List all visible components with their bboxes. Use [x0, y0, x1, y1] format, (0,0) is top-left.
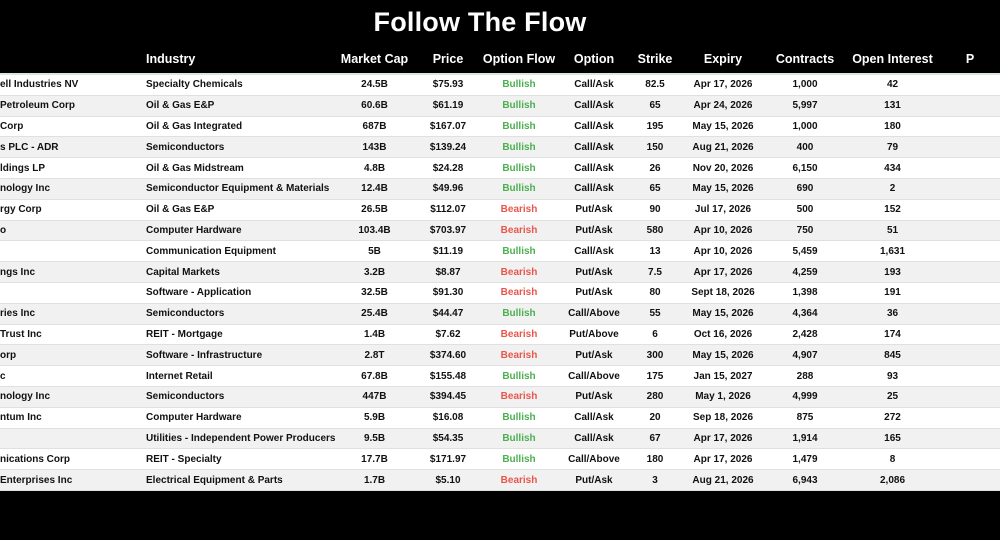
cell-market_cap: 4.8B: [363, 162, 386, 174]
cell-strike: 26: [649, 162, 661, 174]
cell-open_interest: 36: [886, 308, 899, 320]
cell-market_cap: 67.8B: [361, 370, 388, 382]
cell-open_interest: 152: [884, 204, 901, 216]
cell-market_cap: 32.5B: [361, 287, 388, 299]
cell-company: orp: [0, 349, 17, 361]
cell-contracts: 4,259: [792, 266, 818, 278]
table-row: [0, 75, 1000, 96]
cell-industry: Internet Retail: [146, 370, 213, 382]
option-flow-badge: Bearish: [500, 266, 538, 278]
cell-contracts: 750: [796, 224, 814, 236]
cell-expiry: Apr 10, 2026: [693, 224, 753, 236]
cell-market_cap: 24.5B: [361, 79, 388, 91]
cell-open_interest: 131: [884, 100, 901, 112]
cell-company: nications Corp: [0, 453, 71, 465]
cell-company: ntum Inc: [0, 412, 42, 424]
cell-contracts: 5,459: [792, 245, 818, 257]
cell-price: $5.10: [435, 474, 461, 486]
table-body: [0, 75, 960, 491]
cell-contracts: 1,398: [792, 287, 818, 299]
cell-market_cap: 25.4B: [361, 308, 388, 320]
table-row: [0, 304, 1000, 325]
cell-option: Call/Ask: [574, 100, 614, 112]
cell-contracts: 5,997: [792, 100, 818, 112]
option-flow-badge: Bearish: [500, 349, 538, 361]
cell-expiry: Apr 24, 2026: [693, 100, 753, 112]
cell-strike: 150: [646, 141, 664, 153]
cell-option: Call/Ask: [574, 183, 614, 195]
table-row: [0, 429, 1000, 450]
cell-market_cap: 9.5B: [363, 432, 386, 444]
table-row: [0, 449, 1000, 470]
option-flow-badge: Bullish: [502, 120, 536, 132]
column-header-contracts: Contracts: [775, 52, 835, 66]
bottom-black-bar: [0, 492, 960, 540]
cell-contracts: 875: [796, 412, 814, 424]
table-row: [0, 283, 1000, 304]
cell-open_interest: 165: [884, 432, 901, 444]
option-flow-badge: Bullish: [502, 370, 536, 382]
column-header-option: Option: [573, 52, 615, 66]
cell-market_cap: 447B: [362, 391, 387, 403]
column-header-option_flow: Option Flow: [482, 52, 556, 66]
cell-industry: Semiconductors: [146, 308, 225, 320]
cell-company: ell Industries NV: [0, 79, 79, 91]
cell-strike: 300: [646, 349, 664, 361]
column-header-premium: P: [965, 52, 975, 66]
column-header-price: Price: [432, 52, 464, 66]
cell-expiry: Apr 17, 2026: [693, 266, 753, 278]
table-row: [0, 241, 1000, 262]
cell-industry: Electrical Equipment & Parts: [146, 474, 283, 486]
cell-open_interest: 180: [884, 120, 901, 132]
cell-option: Call/Above: [568, 370, 620, 382]
cell-contracts: 500: [796, 204, 814, 216]
cell-contracts: 1,000: [792, 120, 818, 132]
cell-expiry: May 15, 2026: [692, 308, 754, 320]
cell-expiry: Oct 16, 2026: [693, 328, 753, 340]
cell-price: $703.97: [429, 224, 467, 236]
table-row: [0, 387, 1000, 408]
cell-expiry: Nov 20, 2026: [692, 162, 754, 174]
cell-company: Corp: [0, 120, 24, 132]
cell-strike: 7.5: [648, 266, 662, 278]
cell-strike: 82.5: [645, 79, 665, 91]
cell-option: Call/Above: [568, 308, 620, 320]
cell-expiry: Jan 15, 2027: [693, 370, 753, 382]
cell-contracts: 4,364: [792, 308, 818, 320]
cell-company: nology Inc: [0, 183, 50, 195]
cell-price: $75.93: [432, 79, 464, 91]
cell-market_cap: 5B: [368, 245, 381, 257]
column-header-strike: Strike: [637, 52, 673, 66]
cell-open_interest: 42: [886, 79, 899, 91]
cell-market_cap: 12.4B: [361, 183, 388, 195]
cell-industry: Software - Infrastructure: [146, 349, 263, 361]
cell-expiry: Aug 21, 2026: [692, 474, 754, 486]
table-row: [0, 200, 1000, 221]
cell-price: $374.60: [429, 349, 467, 361]
cell-strike: 80: [649, 287, 661, 299]
cell-industry: Oil & Gas E&P: [146, 100, 215, 112]
option-flow-badge: Bearish: [500, 328, 538, 340]
column-header-industry: Industry: [146, 52, 196, 66]
cell-strike: 65: [649, 183, 661, 195]
cell-industry: Communication Equipment: [146, 245, 276, 257]
cell-contracts: 6,943: [792, 474, 818, 486]
cell-option: Call/Ask: [574, 432, 614, 444]
cell-contracts: 1,914: [792, 432, 818, 444]
cell-company: c: [0, 370, 6, 382]
option-flow-badge: Bullish: [502, 162, 536, 174]
cell-strike: 180: [646, 453, 664, 465]
table-row: [0, 325, 1000, 346]
option-flow-badge: Bullish: [502, 308, 536, 320]
cell-contracts: 1,479: [792, 453, 818, 465]
table-row: [0, 221, 1000, 242]
cell-open_interest: 93: [886, 370, 899, 382]
cell-option: Put/Ask: [575, 391, 613, 403]
cell-expiry: Jul 17, 2026: [694, 204, 752, 216]
cell-price: $16.08: [432, 412, 464, 424]
title-bar: [0, 0, 960, 45]
cell-expiry: May 15, 2026: [692, 120, 754, 132]
cell-expiry: May 15, 2026: [692, 183, 754, 195]
cell-open_interest: 845: [884, 349, 901, 361]
cell-option: Call/Above: [568, 453, 620, 465]
cell-industry: Computer Hardware: [146, 412, 242, 424]
cell-price: $91.30: [432, 287, 464, 299]
cell-open_interest: 8: [889, 453, 896, 465]
option-flow-badge: Bearish: [500, 391, 538, 403]
cell-open_interest: 51: [886, 224, 899, 236]
cell-industry: Oil & Gas Integrated: [146, 120, 243, 132]
cell-open_interest: 193: [884, 266, 901, 278]
cell-strike: 20: [649, 412, 661, 424]
cell-industry: Computer Hardware: [146, 224, 242, 236]
cell-market_cap: 1.4B: [363, 328, 386, 340]
table-row: [0, 137, 1000, 158]
cell-option: Call/Ask: [574, 245, 614, 257]
cell-strike: 195: [646, 120, 664, 132]
cell-price: $8.87: [435, 266, 461, 278]
cell-market_cap: 60.6B: [361, 100, 388, 112]
cell-contracts: 400: [796, 141, 814, 153]
option-flow-badge: Bullish: [502, 245, 536, 257]
cell-expiry: Apr 17, 2026: [693, 432, 753, 444]
table-row: [0, 408, 1000, 429]
cell-strike: 175: [646, 370, 664, 382]
cell-market_cap: 3.2B: [363, 266, 386, 278]
cell-company: Enterprises Inc: [0, 474, 73, 486]
cell-market_cap: 687B: [362, 120, 387, 132]
option-flow-badge: Bullish: [502, 79, 536, 91]
cell-strike: 3: [652, 474, 658, 486]
cell-open_interest: 79: [886, 141, 899, 153]
cell-expiry: Apr 17, 2026: [693, 453, 753, 465]
cell-expiry: Aug 21, 2026: [692, 141, 754, 153]
table-header-row: [0, 45, 1000, 75]
cell-strike: 280: [646, 391, 664, 403]
cell-industry: Specialty Chemicals: [146, 79, 243, 91]
option-flow-badge: Bullish: [502, 100, 536, 112]
cell-industry: Semiconductors: [146, 391, 225, 403]
cell-company: ldings LP: [0, 162, 45, 174]
cell-company: ries Inc: [0, 308, 36, 320]
options-flow-table: [0, 45, 975, 491]
cell-industry: REIT - Specialty: [146, 453, 222, 465]
cell-price: $171.97: [429, 453, 467, 465]
cell-strike: 580: [646, 224, 664, 236]
cell-open_interest: 25: [886, 391, 899, 403]
cell-market_cap: 17.7B: [361, 453, 388, 465]
option-flow-badge: Bullish: [502, 183, 536, 195]
table-row: [0, 366, 1000, 387]
cell-industry: Software - Application: [146, 287, 252, 299]
cell-market_cap: 5.9B: [363, 412, 386, 424]
cell-market_cap: 2.8T: [364, 349, 385, 361]
cell-option: Put/Above: [569, 328, 619, 340]
cell-price: $49.96: [432, 183, 464, 195]
cell-price: $7.62: [435, 328, 461, 340]
cell-price: $24.28: [432, 162, 464, 174]
cell-price: $11.19: [432, 245, 464, 257]
option-flow-badge: Bullish: [502, 453, 536, 465]
cell-company: o: [0, 224, 7, 236]
cell-open_interest: 191: [884, 287, 901, 299]
cell-industry: Utilities - Independent Power Producers: [146, 432, 336, 444]
cell-price: $61.19: [432, 100, 464, 112]
cell-option: Put/Ask: [575, 266, 613, 278]
column-header-open_interest: Open Interest: [852, 52, 933, 66]
cell-contracts: 1,000: [792, 79, 818, 91]
cell-option: Call/Ask: [574, 79, 614, 91]
cell-company: Trust Inc: [0, 328, 42, 340]
cell-price: $167.07: [429, 120, 467, 132]
column-header-market_cap: Market Cap: [340, 52, 409, 66]
cell-open_interest: 2,086: [879, 474, 906, 486]
cell-price: $155.48: [429, 370, 467, 382]
cell-option: Call/Ask: [574, 412, 614, 424]
cell-open_interest: 2: [889, 183, 896, 195]
cell-contracts: 2,428: [792, 328, 818, 340]
cell-option: Put/Ask: [575, 224, 613, 236]
cell-company: Petroleum Corp: [0, 100, 76, 112]
cell-expiry: Apr 17, 2026: [693, 79, 753, 91]
cell-industry: Semiconductor Equipment & Materials: [146, 183, 330, 195]
table-row: [0, 96, 1000, 117]
cell-company: nology Inc: [0, 391, 50, 403]
cell-market_cap: 103.4B: [358, 224, 391, 236]
cell-open_interest: 1,631: [879, 245, 906, 257]
table-row: [0, 158, 1000, 179]
table-row: [0, 345, 1000, 366]
cell-open_interest: 272: [884, 412, 901, 424]
cell-industry: Oil & Gas E&P: [146, 204, 215, 216]
cell-contracts: 6,150: [792, 162, 818, 174]
option-flow-badge: Bullish: [502, 141, 536, 153]
cell-company: s PLC - ADR: [0, 141, 59, 153]
option-flow-badge: Bearish: [500, 204, 538, 216]
cell-strike: 6: [652, 328, 658, 340]
cell-industry: Semiconductors: [146, 141, 225, 153]
cell-option: Put/Ask: [575, 474, 613, 486]
option-flow-badge: Bearish: [500, 474, 538, 486]
cell-price: $394.45: [429, 391, 467, 403]
option-flow-badge: Bullish: [502, 432, 536, 444]
cell-company: rgy Corp: [0, 204, 42, 216]
cell-strike: 65: [649, 100, 661, 112]
cell-option: Put/Ask: [575, 349, 613, 361]
cell-option: Call/Ask: [574, 120, 614, 132]
table-row: [0, 470, 1000, 491]
cell-expiry: Apr 10, 2026: [693, 245, 753, 257]
table-row: [0, 117, 1000, 138]
cell-expiry: May 15, 2026: [692, 349, 754, 361]
column-header-expiry: Expiry: [703, 52, 743, 66]
cell-company: ngs Inc: [0, 266, 36, 278]
cell-price: $54.35: [432, 432, 464, 444]
cell-open_interest: 434: [884, 162, 901, 174]
cell-industry: REIT - Mortgage: [146, 328, 223, 340]
cell-contracts: 4,999: [792, 391, 818, 403]
cell-contracts: 4,907: [792, 349, 818, 361]
cell-price: $139.24: [429, 141, 467, 153]
cell-strike: 55: [649, 308, 661, 320]
page-title: Follow The Flow: [373, 7, 587, 37]
option-flow-badge: Bullish: [502, 412, 536, 424]
cell-expiry: Sept 18, 2026: [691, 287, 755, 299]
cell-market_cap: 143B: [362, 141, 387, 153]
table-row: [0, 179, 1000, 200]
option-flow-badge: Bearish: [500, 224, 538, 236]
cell-market_cap: 26.5B: [361, 204, 388, 216]
cell-price: $44.47: [432, 308, 464, 320]
table-row: [0, 262, 1000, 283]
cell-industry: Capital Markets: [146, 266, 220, 278]
cell-expiry: May 1, 2026: [695, 391, 751, 403]
cell-strike: 67: [649, 432, 661, 444]
cell-strike: 90: [649, 204, 661, 216]
cell-market_cap: 1.7B: [363, 474, 386, 486]
cell-option: Call/Ask: [574, 162, 614, 174]
cell-open_interest: 174: [884, 328, 901, 340]
cell-price: $112.07: [430, 204, 466, 216]
cell-contracts: 690: [796, 183, 814, 195]
cell-option: Put/Ask: [575, 204, 613, 216]
cell-option: Put/Ask: [575, 287, 613, 299]
cell-option: Call/Ask: [574, 141, 614, 153]
cell-strike: 13: [649, 245, 661, 257]
cell-expiry: Sep 18, 2026: [692, 412, 754, 424]
option-flow-badge: Bearish: [500, 287, 538, 299]
cell-contracts: 288: [796, 370, 814, 382]
cell-industry: Oil & Gas Midstream: [146, 162, 244, 174]
